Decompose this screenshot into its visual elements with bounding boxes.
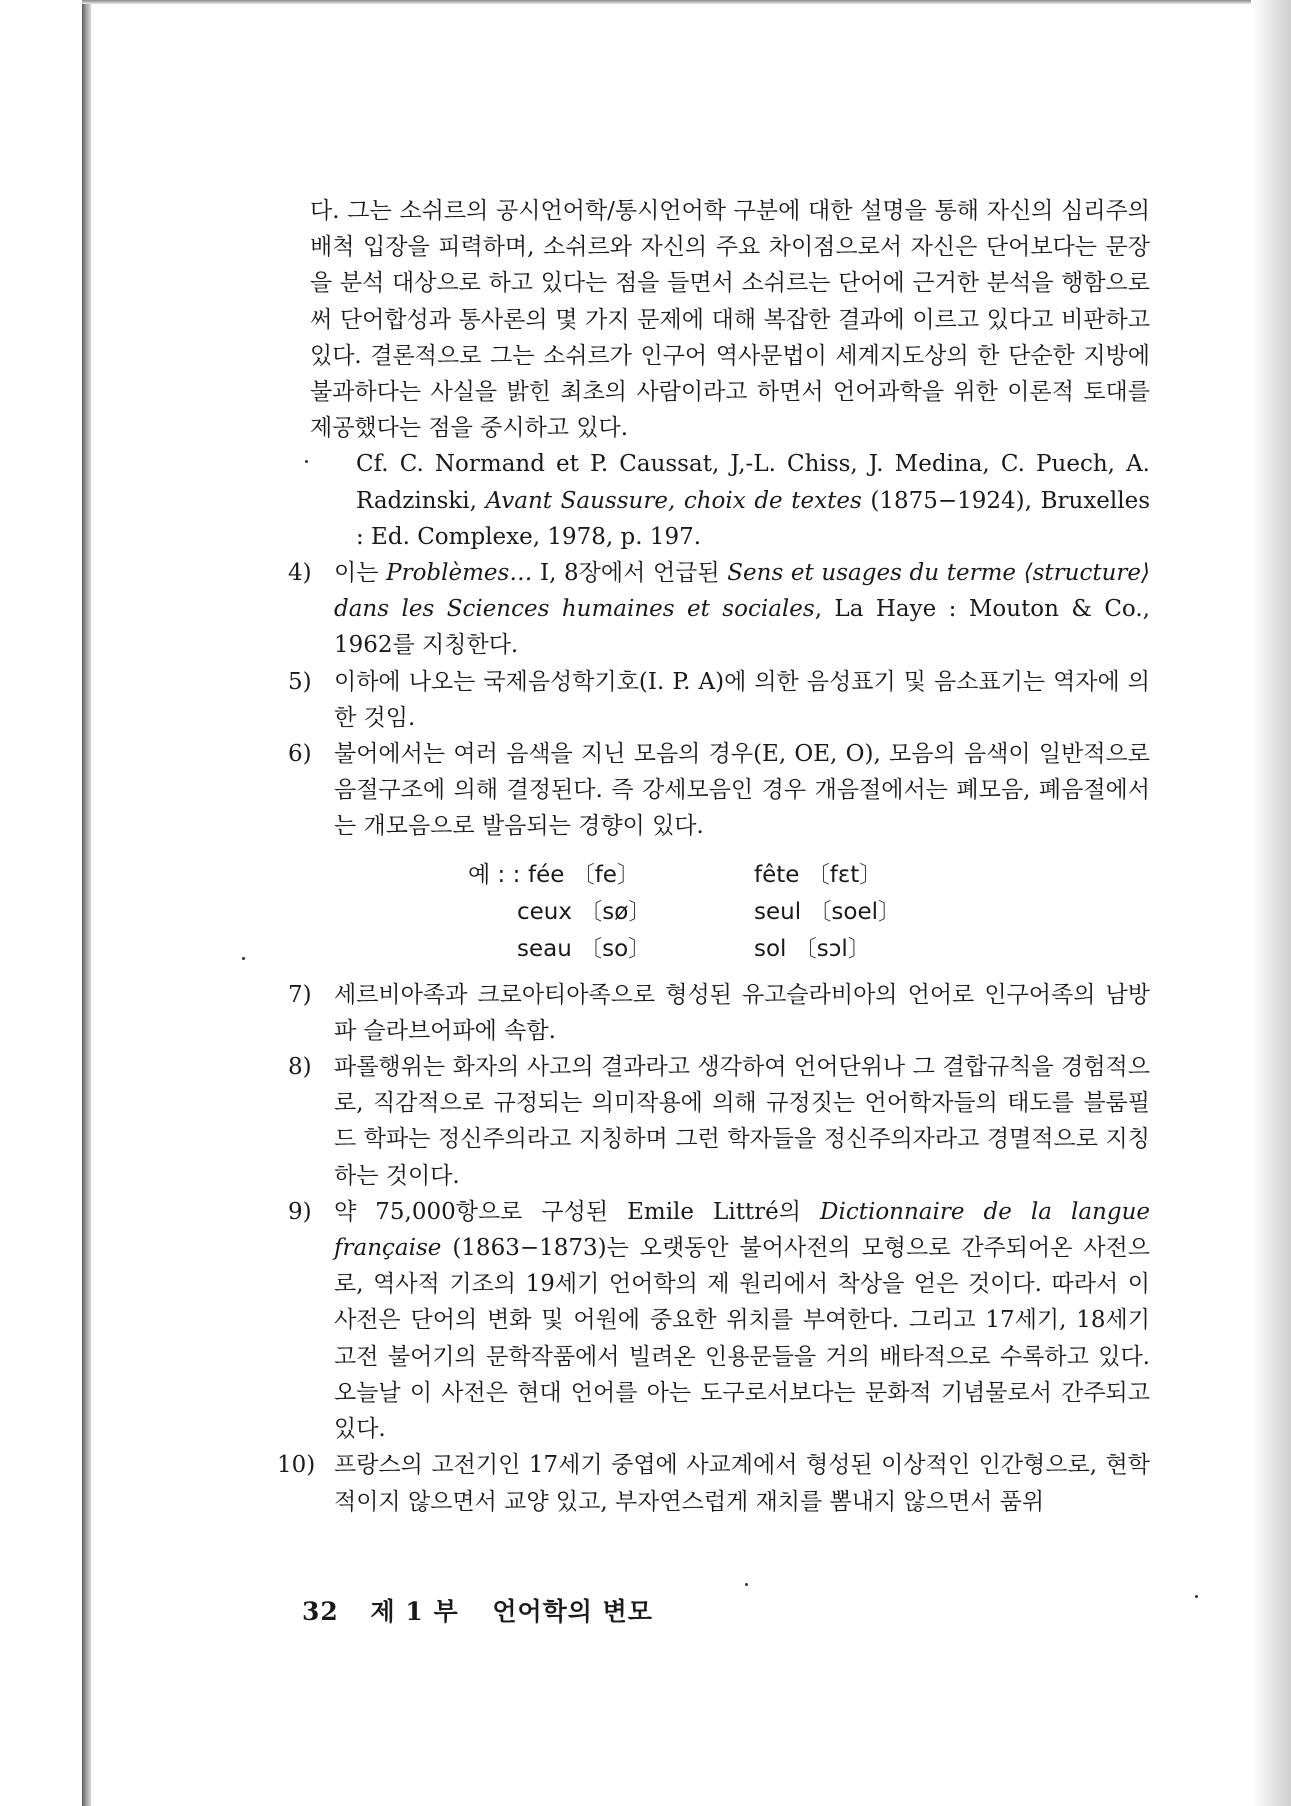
example-item: fête 〔fɛt〕: [754, 861, 883, 888]
example-item: ceux 〔sø〕: [517, 898, 652, 925]
examples-label: 예 : :: [468, 861, 521, 888]
example-item: seul 〔soel〕: [754, 898, 902, 925]
footnote-number: 9): [288, 1198, 312, 1225]
footnote-number: 5): [288, 668, 312, 695]
phonetic-examples: [310, 857, 1150, 971]
part-title: 언어학의 변모: [492, 1597, 653, 1626]
footnote-4: [288, 555, 1150, 664]
footnote-number: 8): [288, 1054, 312, 1081]
dictionary-title: Dictionnaire de la langue française: [334, 1198, 1151, 1262]
cf-reference: [310, 446, 1150, 555]
footnote-text: I, 8장에서 언급된: [532, 560, 728, 587]
footnote-number: 6): [288, 741, 312, 768]
page-edge-left: [82, 0, 91, 1806]
footnote-text: (1863−1873)는 오랫동안 불어사전의 모형으로 간주되어온 사전으로, 역사적 기조의 19세기 언어학의 제 원리에서 착상을 얻은 것이다. 따라서 이 사전은 단어의 변화 및 어원에 중요한 위치를 부여한다. 그리고 17세기, 18세기 고전 불어기의 문학작품에서 빌려온 인용문들을 거의 배타적으로 수록하고 있다. 오늘날 이 사전은 현대 언어를 아는 도구로서보다는 문화적 기념물로서 간주되고 있다.: [334, 1235, 1150, 1443]
footnote-text: 불어에서는 여러 음색을 지닌 모음의 경우(E, OE, O), 모음의 음색이 일반적으로 음절구조에 의해 결정된다. 즉 강세모음인 경우 개음절에서는 폐모음, 폐음절에서는 개모음으로 발음되는 경향이 있다.: [334, 741, 1150, 840]
speck: [242, 957, 245, 960]
footnote-9: [288, 1194, 1151, 1447]
page-number: 32: [302, 1597, 339, 1626]
page-edge-right: [1251, 0, 1291, 1806]
speck: [745, 1583, 748, 1586]
footnote-text: 세르비아족과 크로아티아족으로 형성된 유고슬라비아의 언어로 인구어족의 남방파 슬라브어파에 속함.: [334, 981, 1150, 1044]
cf-title: Avant Saussure, choix de textes: [485, 487, 862, 514]
footnote-text: 프랑스의 고전기인 17세기 중엽에 사교계에서 형성된 이상적인 인간형으로, 현학적이지 않으면서 교양 있고, 부자연스럽게 재치를 뽐내지 않으면서 품위: [334, 1452, 1150, 1515]
footnote-10: [277, 1447, 1150, 1519]
page-footer: [302, 1592, 653, 1628]
footnote-text: 파롤행위는 화자의 사고의 결과라고 생각하여 언어단위나 그 결합규칙을 경험적으로, 직감적으로 규정되는 의미작용에 의해 규정짓는 언어학자들의 태도를 블룸필드 학파는 정신주의라고 지칭하며 그런 학자들을 정신주의자라고 경멸적으로 지칭하는 것이다.: [334, 1054, 1150, 1189]
example-item: fée 〔fe〕: [528, 861, 640, 888]
footnote-text: 이하에 나오는 국제음성학기호(I. P. A)에 의한 음성표기 및 음소표기는 역자에 의한 것임.: [334, 668, 1150, 731]
footnote-text: , La Haye : Mouton & Co., 1962를 지칭한다.: [334, 596, 1150, 659]
footnote-number: 7): [288, 981, 312, 1008]
work-title: Sens et usages du terme ⟨structure⟩ dans les Sciences humaines et sociales: [334, 560, 1150, 623]
example-item: sol 〔sɔl〕: [754, 935, 871, 962]
footnote-number: 10): [277, 1452, 316, 1479]
speck: [1195, 1595, 1198, 1598]
page-edge-top: [82, 0, 1262, 4]
footnote-8: [288, 1049, 1150, 1194]
footnote-text: 약 75,000항으로 구성된 Emile Littré의: [334, 1198, 821, 1225]
cf-tail: (1875−1924), Bruxelles : Ed. Complexe, 1978, p. 197.: [356, 487, 1150, 550]
footnote-5: [288, 664, 1150, 736]
page-body: [277, 193, 1151, 1520]
footnote-text: 이는: [334, 560, 387, 587]
footnote-number: 4): [288, 560, 312, 587]
speck: [305, 460, 308, 463]
footnote-6: [288, 736, 1150, 845]
example-item: seau 〔so〕: [517, 935, 652, 962]
book-title: Problèmes…: [386, 560, 533, 587]
part-label: 제 1 부: [370, 1597, 459, 1626]
paragraph-continuation: 다. 그는 소쉬르의 공시언어학/통시언어학 구분에 대한 설명을 통해 자신의 심리주의 배척 입장을 피력하며, 소쉬르와 자신의 주요 차이점으로서 자신은 단어보다는 문장을 분석 대상으로 하고 있다는 점을 들면서 소쉬르는 단어에 근거한 분석을 행함으로써 단어합성과 통사론의 몇 가지 문제에 대해 복잡한 결과에 이르고 있다고 비판하고 있다. 결론적으로 그는 소쉬르가 인구어 역사문법이 세계지도상의 한 단순한 지방에 불과하다는 사실을 밝힌 최초의 사람이라고 하면서 언어과학을 위한 이론적 토대를 제공했다는 점을 중시하고 있다.: [310, 198, 1150, 442]
cf-lead: Cf. C. Normand et P. Caussat, J,-L. Chiss, J. Medina, C. Puech, A. Radzinski,: [356, 451, 1150, 514]
footnote-7: [288, 977, 1150, 1049]
